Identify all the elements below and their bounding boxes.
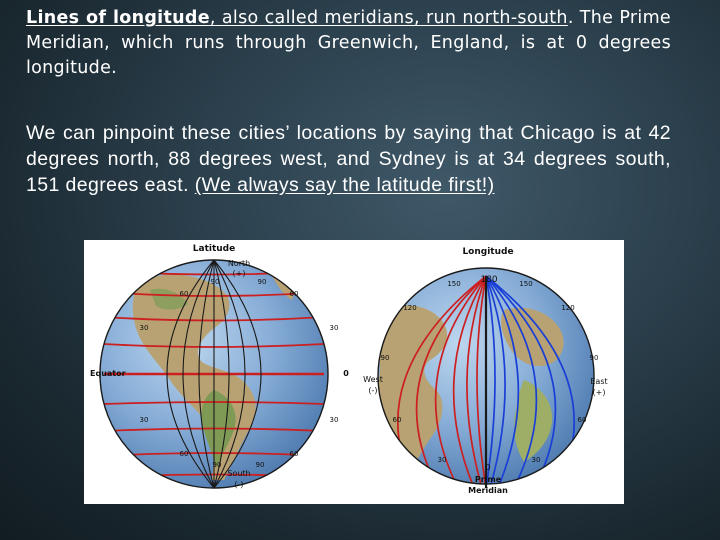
lat-tick-label: 30 [329,416,339,424]
east-sign-label: (+) [592,388,606,397]
equator-label: Equator [90,369,126,378]
lat-tick-label: 90 [212,461,222,469]
west-label: West [363,375,383,384]
lat-tick-label: 90 [255,461,265,469]
text-lines-of-longitude: Lines of longitude [26,8,210,28]
lon-tick-label: 120 [561,304,575,312]
lon-180-label: 180 [480,275,498,285]
lat-tick-label: 90 [210,278,220,286]
lat-tick-label: 60 [289,450,299,458]
text-latitude-first: (We always say the latitude first!) [194,174,495,196]
lon-tick-label: 30 [437,456,447,464]
text-cities: We can pinpoint these cities’ locations by saying that Chicago is at 42 degrees north, 88 degrees west, and Sydney is at 34 degrees south, 151 degrees east. [26,122,671,196]
lon-tick-label: 150 [519,280,533,288]
west-sign-label: (-) [368,386,378,395]
lat-tick-label: 30 [329,324,339,332]
lat-tick-label: 30 [139,324,149,332]
longitude-globe [377,268,594,488]
paragraph-cities [26,120,671,198]
meridian-label: Meridian [468,486,508,495]
longitude-title: Longitude [462,247,514,257]
equator-zero-label: 0 [343,369,349,378]
text-prime-meridian: . The Prime Meridian, which runs through Greenwich, England, is at 0 degrees longitude. [26,8,671,78]
globe-diagram [84,240,624,504]
paragraph-longitude [26,6,671,81]
latitude-title: Latitude [192,244,236,254]
lon-tick-label: 30 [531,456,541,464]
lon-tick-label: 60 [577,416,587,424]
globe-figure [84,240,624,504]
lat-tick-label: 30 [139,416,149,424]
lon-tick-label: 90 [589,354,599,362]
lon-tick-label: 150 [447,280,461,288]
lat-tick-label: 90 [257,278,267,286]
text-comma: , [209,8,216,28]
lat-tick-label: 60 [289,290,299,298]
south-label: South [227,469,251,478]
lon-tick-label: 90 [380,354,390,362]
lat-tick-label: 60 [179,450,189,458]
north-label: North [227,259,251,268]
prime-label: Prime [474,475,502,484]
south-sign-label: (-) [234,480,244,489]
prime-zero-label: 0 [485,463,491,472]
lat-tick-label: 60 [179,290,189,298]
text-also-called-meridians: also called meridians, run north-south [215,8,568,28]
lon-tick-label: 60 [392,416,402,424]
east-label: East [590,377,608,386]
lon-tick-label: 120 [403,304,417,312]
north-sign-label: (+) [232,269,246,278]
